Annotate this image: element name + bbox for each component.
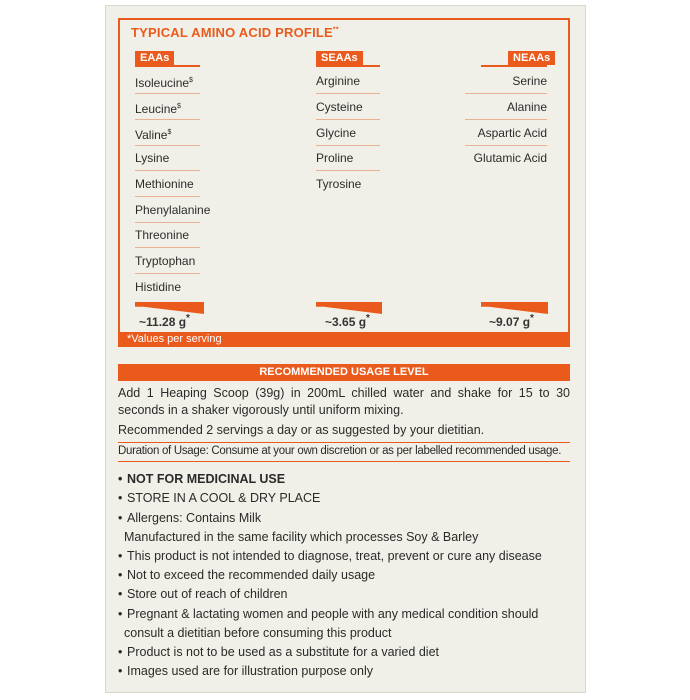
amino-acid-item: Leucine$: [135, 94, 200, 120]
amino-acid-item: Arginine: [316, 68, 380, 94]
note-item: • NOT FOR MEDICINAL USE: [118, 472, 286, 486]
eaa-header: EAAs: [135, 51, 174, 65]
seaa-total: ~3.65 g*: [325, 313, 370, 329]
amino-acid-item: Proline: [316, 145, 380, 171]
usage-instructions: Add 1 Heaping Scoop (39g) in 200mL chilled water and shake for 15 to 30 seconds in a shaker vigorously until uniform mixing.: [118, 386, 570, 417]
amino-acid-item: Serine: [465, 68, 547, 94]
amino-acid-item: Isoleucine$: [135, 68, 200, 94]
amino-profile-title: TYPICAL AMINO ACID PROFILE**: [131, 25, 339, 40]
amino-acid-item: Alanine: [465, 94, 547, 120]
note-item: • Pregnant & lactating women and people with any medical condition should: [118, 607, 539, 621]
note-item: • Store out of reach of children: [118, 587, 288, 601]
divider: [118, 442, 570, 443]
neaa-header: NEAAs: [508, 51, 555, 65]
neaa-total: ~9.07 g*: [489, 313, 534, 329]
amino-acid-item: Glycine: [316, 120, 380, 146]
usage-recommendation: Recommended 2 servings a day or as suggested by your dietitian.: [118, 423, 485, 437]
amino-acid-item: Threonine: [135, 222, 200, 248]
usage-heading: RECOMMENDED USAGE LEVEL: [118, 364, 570, 381]
serving-note: *Values per serving: [118, 332, 570, 347]
note-item-continued: consult a dietitian before consuming this product: [124, 626, 392, 640]
note-item-continued: Manufactured in the same facility which processes Soy & Barley: [124, 530, 479, 544]
divider: [118, 461, 570, 462]
note-item: • Images used are for illustration purpose only: [118, 664, 373, 678]
amino-acid-item: Tryptophan: [135, 248, 200, 274]
amino-acid-item: Histidine: [135, 280, 182, 294]
note-item: • STORE IN A COOL & DRY PLACE: [118, 491, 321, 505]
amino-acid-item: Tyrosine: [316, 177, 362, 191]
amino-acid-item: Valine$: [135, 120, 200, 146]
amino-acid-item: Cysteine: [316, 94, 380, 120]
usage-duration: Duration of Usage: Consume at your own discretion or as per labelled recommended usage.: [118, 445, 562, 457]
note-item: • Product is not to be used as a substitute for a varied diet: [118, 645, 439, 659]
seaa-header-line: [316, 65, 380, 67]
note-item: • This product is not intended to diagnose, treat, prevent or cure any disease: [118, 549, 542, 563]
seaa-header: SEAAs: [316, 51, 363, 65]
note-item: • Allergens: Contains Milk: [118, 511, 262, 525]
amino-acid-item: Phenylalanine: [135, 197, 200, 223]
amino-acid-item: Glutamic Acid: [473, 151, 547, 165]
eaa-header-line: [135, 65, 200, 67]
eaa-total: ~11.28 g*: [139, 313, 190, 329]
neaa-header-line: [481, 65, 547, 67]
amino-acid-item: Lysine: [135, 145, 200, 171]
amino-acid-item: Aspartic Acid: [465, 120, 547, 146]
amino-acid-item: Methionine: [135, 171, 200, 197]
note-item: • Not to exceed the recommended daily usage: [118, 568, 376, 582]
